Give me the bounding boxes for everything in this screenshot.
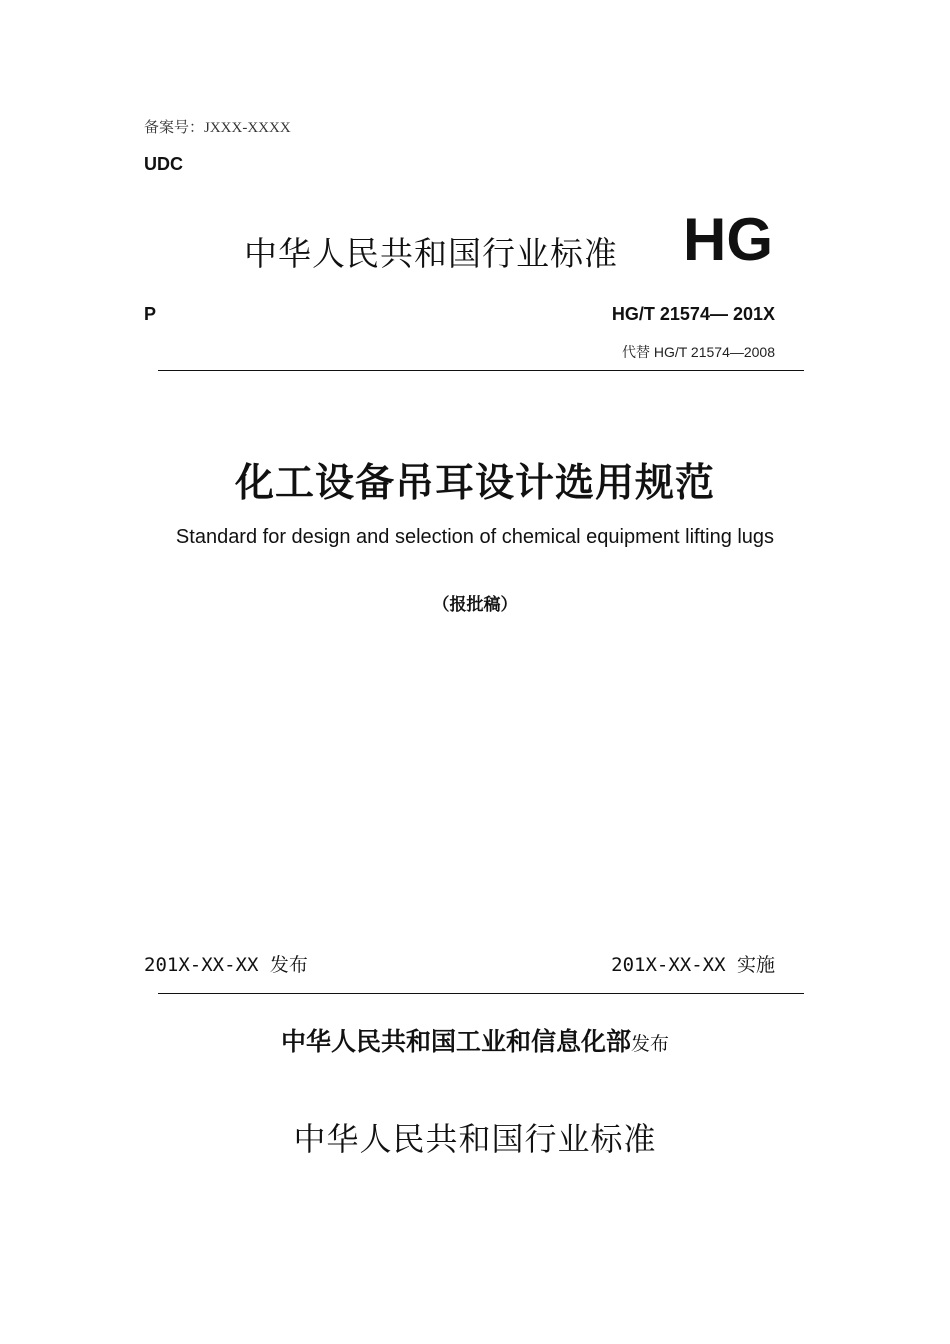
hg-mark: HG [683, 206, 773, 273]
classification-code: P [144, 304, 157, 324]
issuing-authority: 中华人民共和国工业和信息化部 [280, 1027, 631, 1056]
footer-standard-header: 中华人民共和国行业标准 [293, 1120, 657, 1158]
record-number: 备案号：JXXX-XXXX [144, 120, 291, 136]
top-divider [158, 370, 804, 371]
issue-date: 201X-XX-XX 发布 [144, 954, 308, 976]
draft-status: （报批稿） [432, 595, 518, 615]
document-title-en: Standard for design and selection of chemical equipment lifting lugs [175, 526, 775, 548]
issuer-line [0, 1022, 950, 1058]
standard-header: 中华人民共和国行业标准 [244, 234, 618, 273]
udc-label: UDC [144, 154, 183, 174]
document-title-cn: 化工设备吊耳设计选用规范 [234, 461, 715, 506]
bottom-divider [158, 993, 804, 994]
effective-date: 201X-XX-XX 实施 [611, 954, 775, 976]
issuer-suffix: 发布 [631, 1033, 670, 1055]
standard-number: HG/T 21574— 201X [611, 304, 775, 324]
replaces-standard: 代替 HG/T 21574—2008 [621, 344, 775, 360]
